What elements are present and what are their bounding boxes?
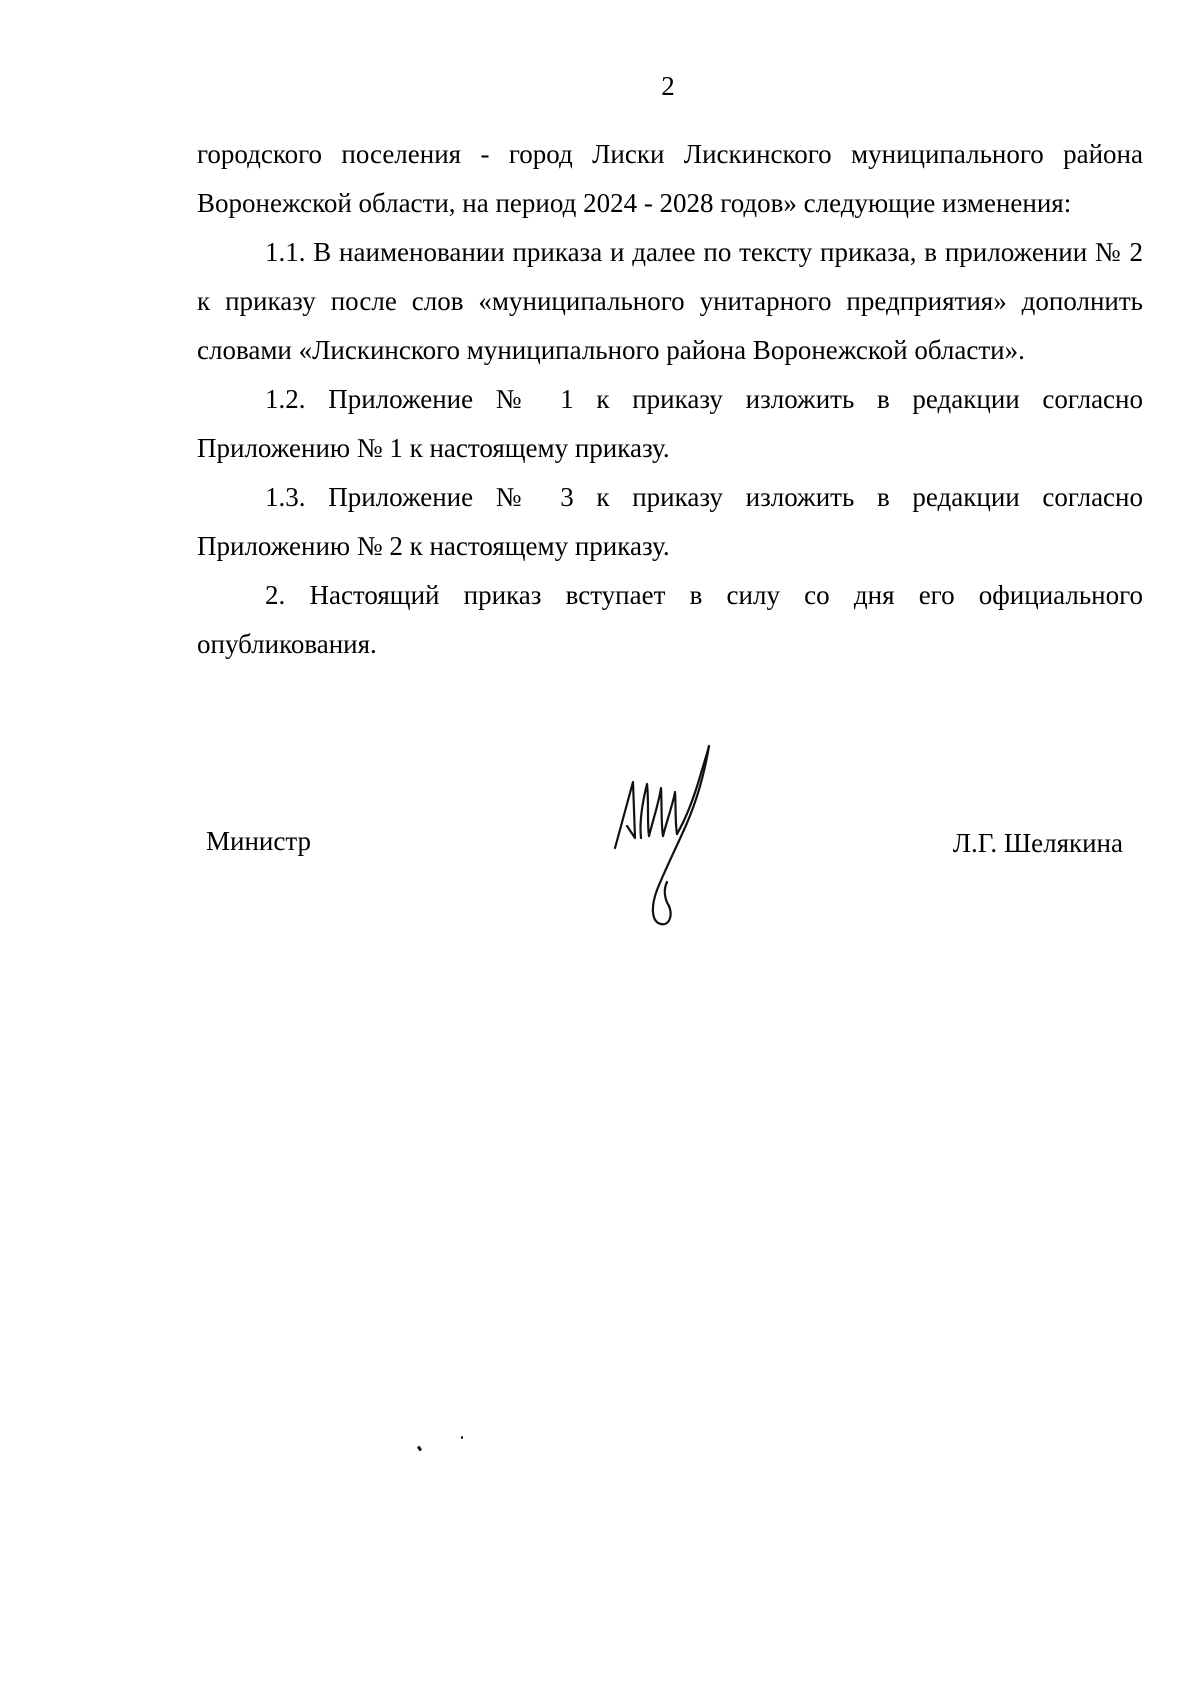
- paragraph-1-3: 1.3. Приложение № 3 к приказу изложить в редакции согласно Приложению № 2 к настоящему приказу.: [197, 482, 1143, 561]
- paragraph-2: 2. Настоящий приказ вступает в силу со дня его официального опубликования.: [197, 580, 1143, 659]
- document-body: [197, 130, 1143, 669]
- signer-title: Министр: [206, 826, 311, 856]
- scan-speck: [417, 1446, 422, 1452]
- signature-block: [0, 740, 1200, 940]
- paragraph-1-2: 1.2. Приложение № 1 к приказу изложить в редакции согласно Приложению № 1 к настоящему приказу.: [197, 384, 1143, 463]
- scan-speck: [461, 1436, 463, 1439]
- signer-name: Л.Г. Шелякина: [952, 828, 1123, 858]
- paragraph-1-1: 1.1. В наименовании приказа и далее по тексту приказа, в приложении № 2 к приказу после слов «муниципального унитарного предприятия» дополнить словами «Лискинского муниципального района Воронежской области».: [197, 237, 1143, 365]
- handwritten-signature-icon: [605, 740, 745, 930]
- page-number: 2: [661, 71, 675, 101]
- paragraph-continuation: городского поселения - город Лиски Лискинского муниципального района Воронежской области, на период 2024 - 2028 годов» следующие изменения:: [197, 139, 1143, 218]
